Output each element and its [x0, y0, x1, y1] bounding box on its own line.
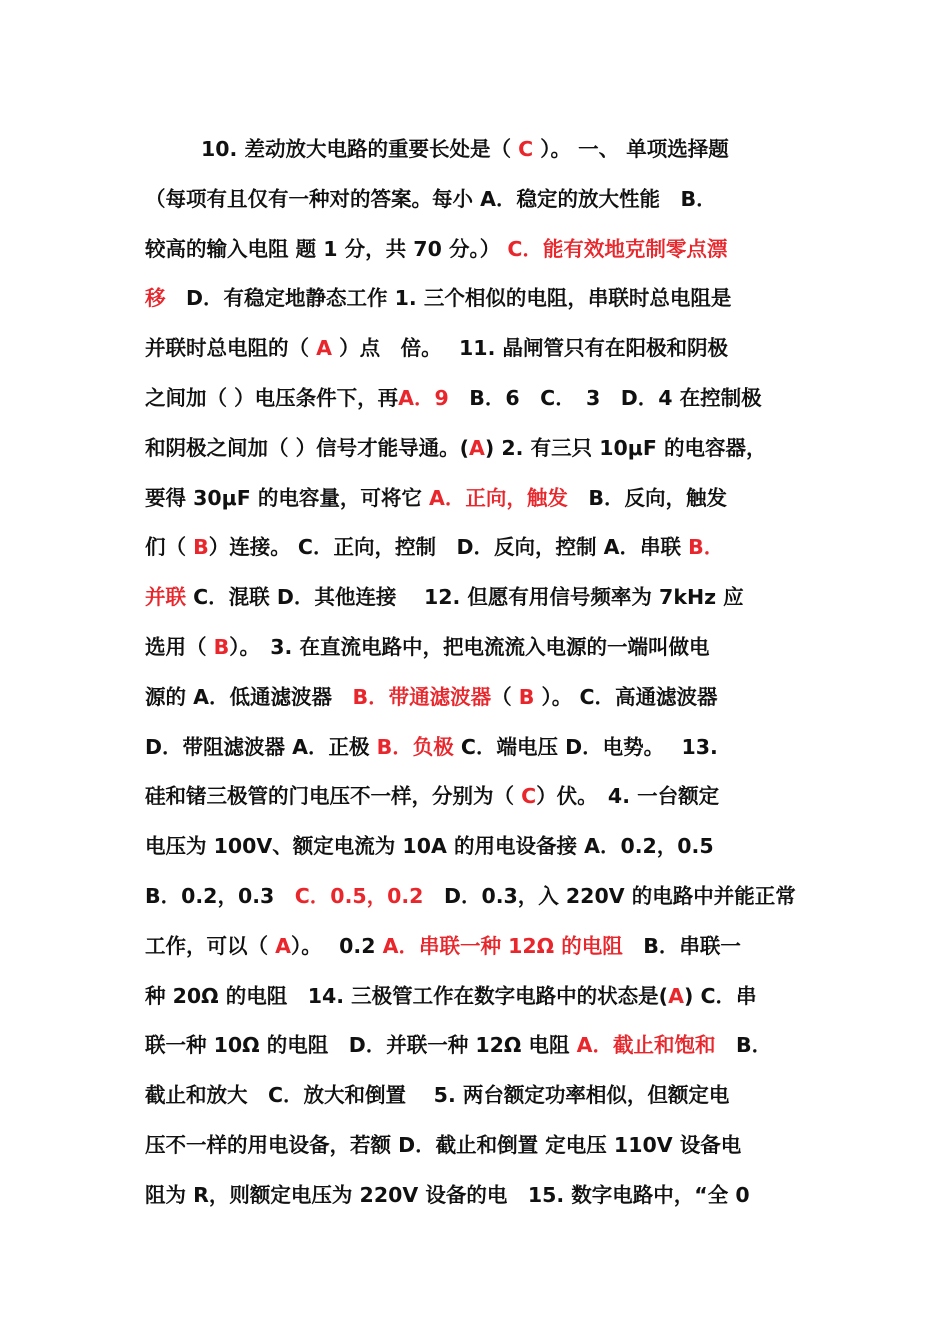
- text-run: ）。 0.2: [291, 933, 383, 958]
- text-run: 10. 差动放大电路的重要长处是（: [201, 137, 519, 161]
- answer-highlight: B．带通滤波器: [352, 684, 492, 709]
- text-run: B．6 C． 3 D．4 在控制极: [448, 386, 762, 410]
- text-line: [145, 776, 807, 816]
- text-line: [145, 229, 807, 269]
- answer-highlight: A．9: [398, 386, 449, 410]
- text-line: [145, 976, 807, 1016]
- text-line: [145, 1175, 807, 1215]
- text-line: [145, 1075, 807, 1115]
- text-run: B．0.2，0.3: [145, 884, 295, 908]
- text-line: [145, 478, 807, 518]
- answer-highlight: C．0.5，0.2: [294, 884, 424, 908]
- text-run: ）点 倍。 11. 晶闸管只有在阳极和阴极: [332, 336, 728, 361]
- answer-highlight: A: [668, 983, 684, 1008]
- text-run: 阻为 R，则额定电压为 220V 设备的电 15. 数字电路中，“全 0: [145, 1182, 750, 1207]
- text-run: 之间加（ ）电压条件下，再: [145, 386, 399, 410]
- text-run: B．: [715, 1033, 773, 1058]
- answer-highlight: C: [518, 137, 534, 161]
- text-line: [201, 129, 807, 169]
- text-line: [145, 577, 807, 617]
- text-line: [145, 179, 807, 219]
- text-run: 联一种 10Ω 的电阻 D．并联一种 12Ω 电阻: [145, 1033, 577, 1058]
- text-line: [145, 677, 807, 717]
- text-run: C．混联 D．其他连接 12. 但愿有用信号频率为 7kHz 应: [186, 585, 744, 610]
- text-run: 种 20Ω 的电阻 14. 三极管工作在数字电路中的状态是(: [145, 983, 669, 1008]
- text-run: ）。 一、 单项选择题: [533, 137, 729, 161]
- answer-highlight: A．截止和饱和: [576, 1033, 716, 1058]
- text-run: 工作，可以（: [145, 933, 276, 958]
- text-run: （每项有且仅有一种对的答案。每小 A．稳定的放大性能 B．: [145, 186, 717, 211]
- text-line: [145, 428, 807, 468]
- text-run: 选用（: [145, 635, 214, 659]
- text-run: D．0.3，入 220V 的电路中并能正常: [423, 884, 796, 908]
- text-run: B．反向，触发: [567, 485, 728, 510]
- text-run: ) C．串: [683, 983, 757, 1008]
- answer-highlight: A: [316, 336, 333, 361]
- text-run: 源的 A．低通滤波器: [145, 684, 353, 709]
- answer-highlight: B: [518, 684, 535, 709]
- text-run: 压不一样的用电设备，若额 D．截止和倒置 定电压 110V 设备电: [145, 1133, 742, 1157]
- answer-highlight: B: [193, 535, 209, 560]
- text-run: D．带阻滤波器 A．正极: [145, 734, 377, 759]
- answer-highlight: C: [521, 784, 537, 809]
- text-run: （: [491, 684, 519, 709]
- text-line: [145, 1025, 807, 1065]
- text-line: [145, 627, 807, 667]
- text-line: [145, 876, 807, 916]
- text-run: 电压为 100V、额定电流为 10A 的用电设备接 A．0.2，0.5: [145, 834, 714, 859]
- text-run: ) 2. 有三只 10μF 的电容器，: [484, 435, 767, 460]
- text-run: 们（: [145, 535, 194, 560]
- text-run: D．有稳定地静态工作 1. 三个相似的电阻，串联时总电阻是: [165, 286, 732, 311]
- text-run: 要得 30μF 的电容量，可将它: [145, 485, 430, 510]
- text-line: [145, 527, 807, 567]
- text-run: C．端电压 D．电势。 13.: [453, 734, 718, 759]
- text-line: [145, 1125, 807, 1165]
- text-run: 硅和锗三极管的门电压不一样，分别为（: [145, 784, 522, 809]
- text-line: [145, 278, 807, 318]
- text-line: [145, 378, 807, 418]
- text-run: ）。 3. 在直流电路中，把电流流入电源的一端叫做电: [229, 635, 710, 659]
- answer-highlight: B．: [688, 535, 725, 560]
- answer-highlight: A: [469, 435, 485, 460]
- text-line: [145, 826, 807, 866]
- answer-highlight: A．正向，触发: [429, 485, 568, 510]
- text-run: B．串联一: [622, 933, 741, 958]
- text-run: 截止和放大 C．放大和倒置 5. 两台额定功率相似，但额定电: [145, 1083, 730, 1108]
- answer-highlight: 并联: [145, 585, 186, 610]
- text-run: ）连接。 C．正向，控制 D．反向，控制 A．串联: [208, 535, 689, 560]
- text-line: [145, 926, 807, 966]
- answer-highlight: B: [213, 635, 230, 659]
- answer-highlight: A: [275, 933, 292, 958]
- text-run: 较高的输入电阻 题 1 分，共 70 分。）: [145, 236, 508, 261]
- answer-highlight: B．负极: [376, 734, 454, 759]
- answer-highlight: A．串联一种 12Ω 的电阻: [382, 933, 623, 958]
- text-run: ）伏。 4. 一台额定: [536, 784, 720, 809]
- text-run: 和阴极之间加（ ）信号才能导通。(: [145, 435, 470, 460]
- text-run: ）。 C．高通滤波器: [534, 684, 718, 709]
- answer-highlight: C．能有效地克制零点漂: [507, 236, 728, 261]
- answer-highlight: 移: [145, 286, 166, 311]
- text-line: [145, 328, 807, 368]
- text-run: 并联时总电阻的（: [145, 336, 317, 361]
- text-line: [145, 727, 807, 767]
